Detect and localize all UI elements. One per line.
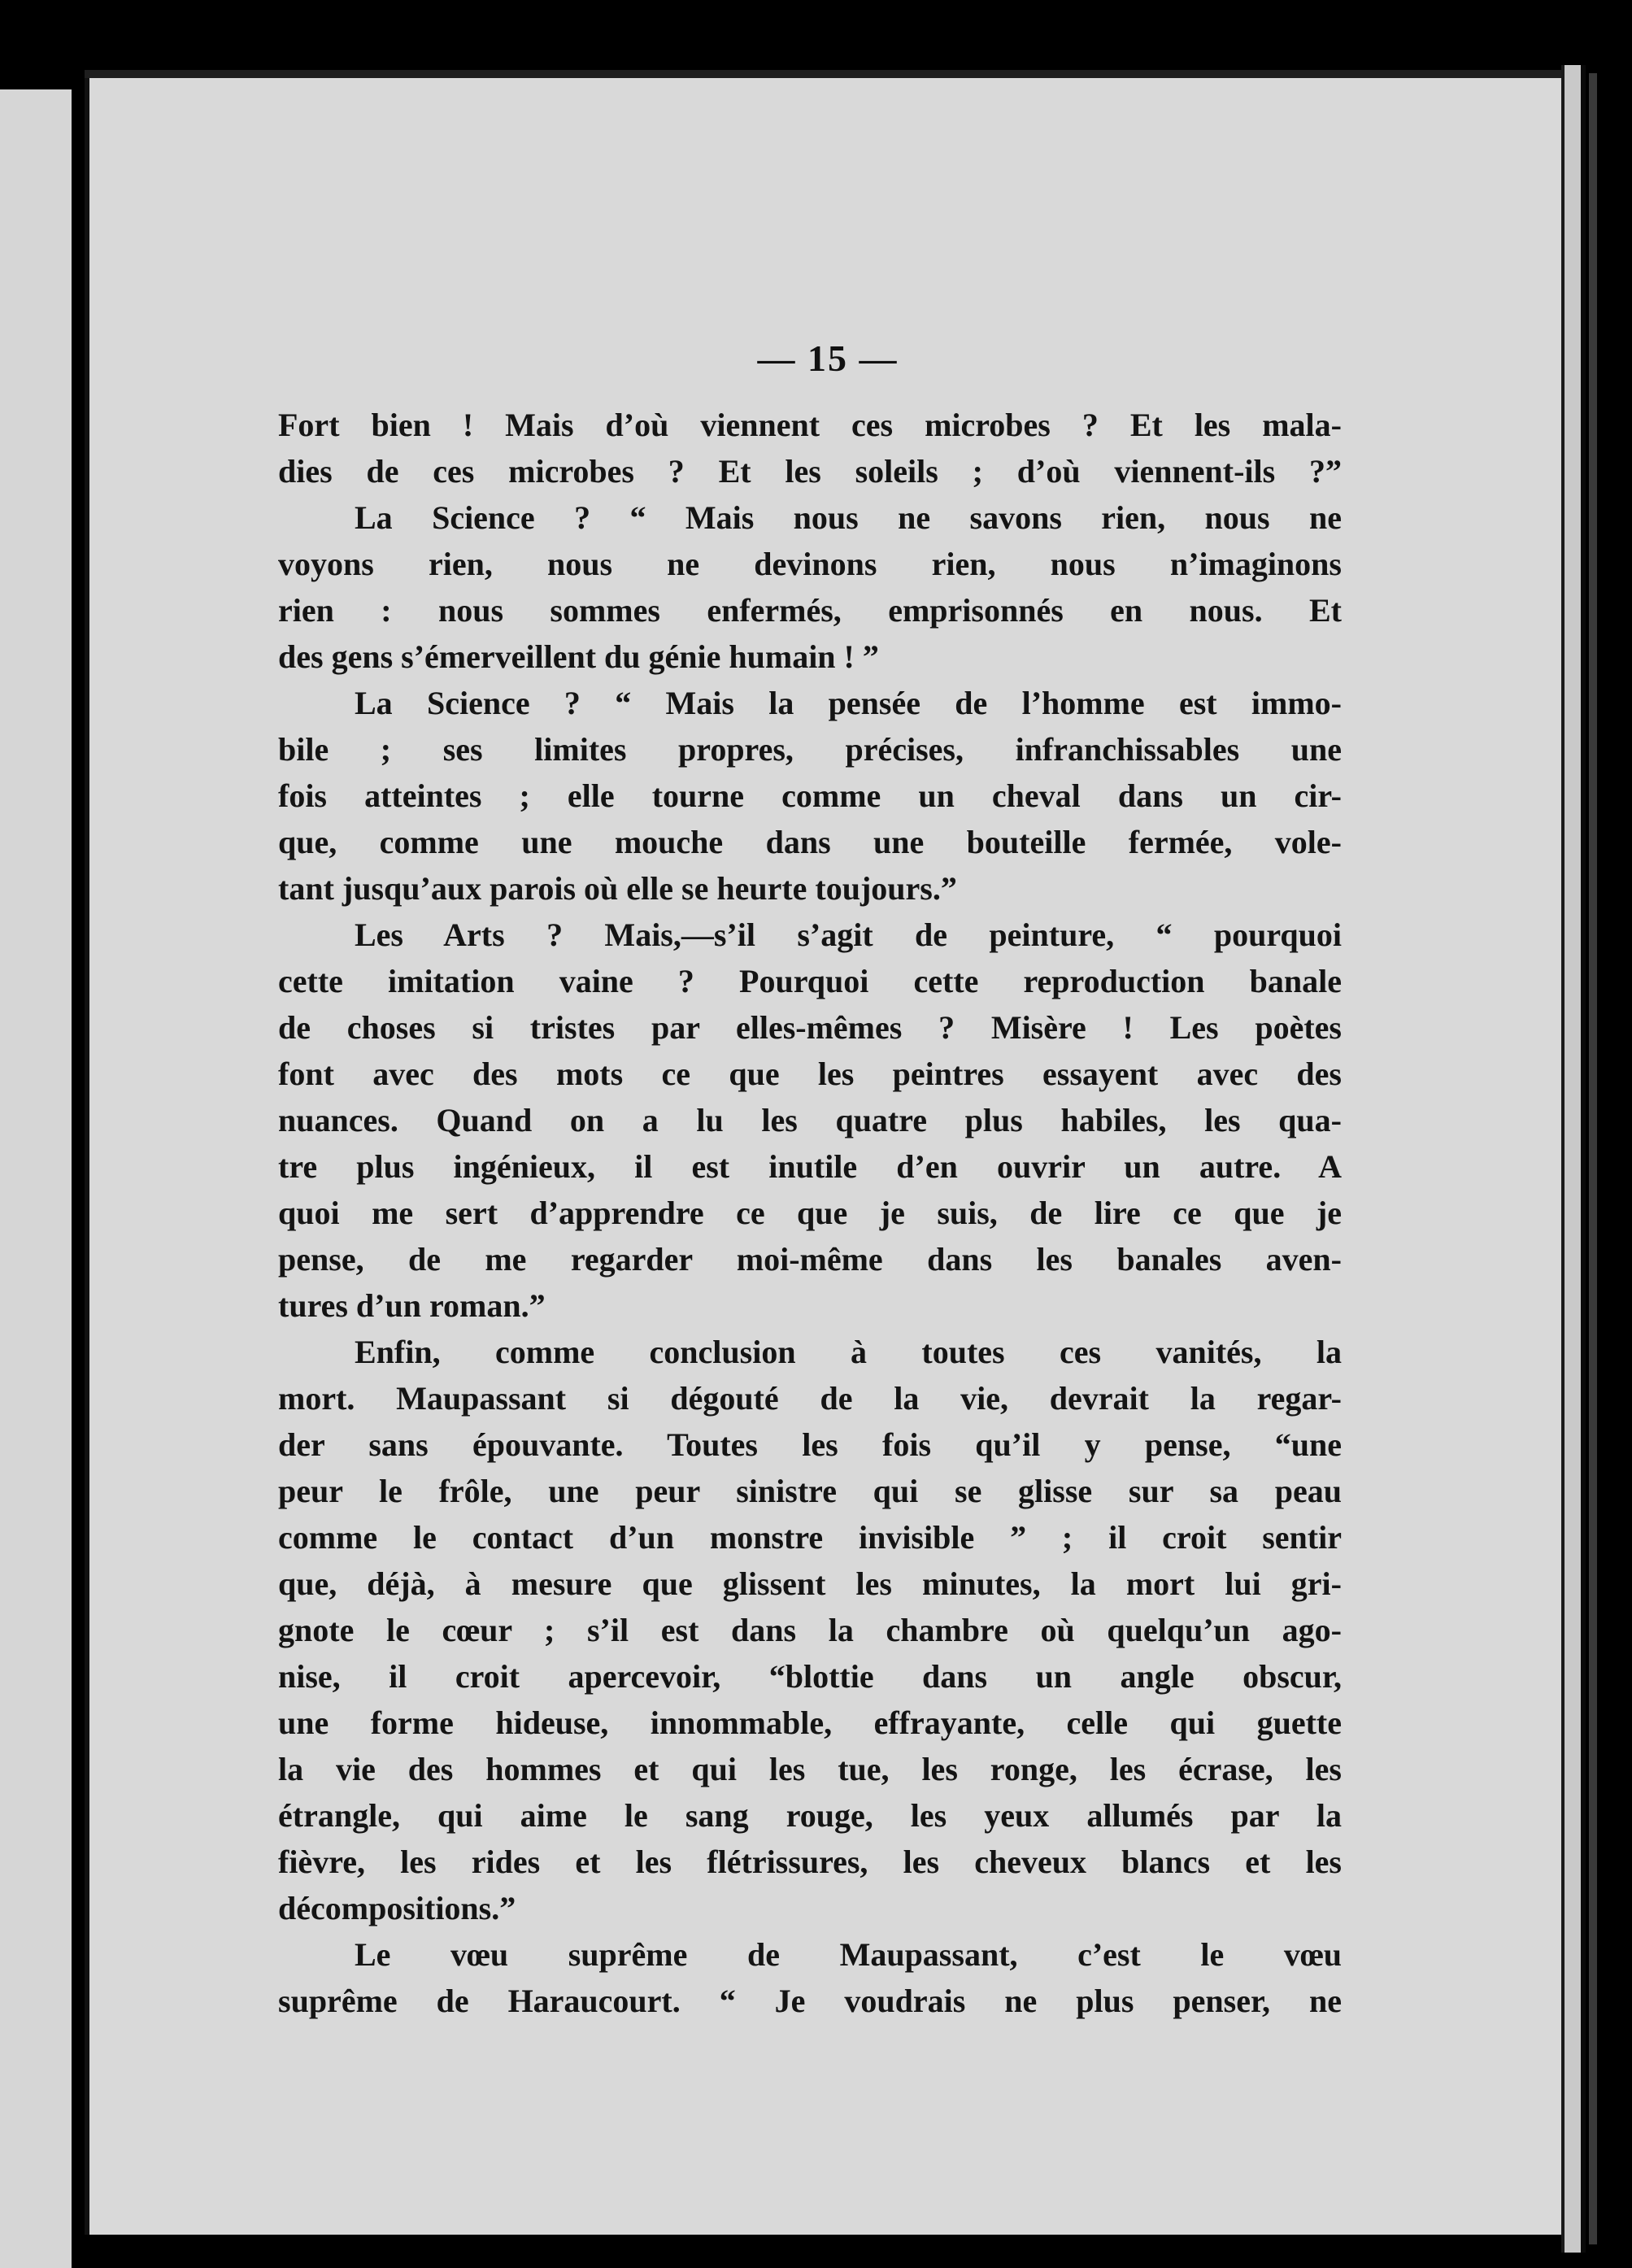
text-line: La Science ? “ Mais la pensée de l’homme est immo- <box>355 685 1342 721</box>
text-line: bile ; ses limites propres, précises, infranchissables une <box>278 731 1342 768</box>
text-line: rien : nous sommes enfermés, emprisonnés en nous. Et <box>278 592 1342 629</box>
text-line: Enfin, comme conclusion à toutes ces vanités, la <box>355 1334 1342 1370</box>
right-binding-edge <box>1561 65 1586 2253</box>
text-line: que, déjà, à mesure que glissent les minutes, la mort lui gri- <box>278 1565 1342 1602</box>
text-line: gnote le cœur ; s’il est dans la chambre où quelqu’un ago- <box>278 1612 1342 1648</box>
text-line: tre plus ingénieux, il est inutile d’en ouvrir un autre. A <box>278 1148 1342 1185</box>
text-line: tant jusqu’aux parois où elle se heurte toujours.” <box>278 870 957 907</box>
text-line: nuances. Quand on a lu les quatre plus habiles, les qua- <box>278 1102 1342 1138</box>
page-number: — 15 — <box>757 337 899 379</box>
text-line: mort. Maupassant si dégouté de la vie, devrait la regar- <box>278 1380 1342 1417</box>
text-line: Fort bien ! Mais d’où viennent ces microbes ? Et les mala- <box>278 407 1342 443</box>
text-line: de choses si tristes par elles-mêmes ? Misère ! Les poètes <box>278 1009 1342 1046</box>
text-line: fois atteintes ; elle tourne comme un cheval dans un cir- <box>278 777 1342 814</box>
text-line: la vie des hommes et qui les tue, les ronge, les écrase, les <box>278 1751 1342 1787</box>
text-line: fièvre, les rides et les flétrissures, les cheveux blancs et les <box>278 1844 1342 1880</box>
text-line: tures d’un roman.” <box>278 1287 546 1324</box>
text-line: étrangle, qui aime le sang rouge, les yeux allumés par la <box>278 1797 1342 1834</box>
text-line: dies de ces microbes ? Et les soleils ; d’où viennent-ils ?” <box>278 453 1342 490</box>
text-line: der sans épouvante. Toutes les fois qu’il y pense, “une <box>278 1426 1342 1463</box>
previous-page-edge <box>0 89 72 2268</box>
text-line: comme le contact d’un monstre invisible ” ; il croit sentir <box>278 1519 1342 1556</box>
text-line: suprême de Haraucourt. “ Je voudrais ne plus penser, ne <box>278 1983 1342 2019</box>
text-line: font avec des mots ce que les peintres essayent avec des <box>278 1056 1342 1092</box>
text-line: que, comme une mouche dans une bouteille fermée, vole- <box>278 824 1342 860</box>
text-line: nise, il croit apercevoir, “blottie dans un angle obscur, <box>278 1658 1342 1695</box>
text-line: quoi me sert d’apprendre ce que je suis, de lire ce que je <box>278 1195 1342 1231</box>
text-line: pense, de me regarder moi-même dans les banales aven- <box>278 1241 1342 1278</box>
text-line: peur le frôle, une peur sinistre qui se glisse sur sa peau <box>278 1473 1342 1509</box>
binding-shadow <box>1589 73 1597 2244</box>
body-text <box>278 402 1342 2024</box>
text-line: décompositions.” <box>278 1890 516 1926</box>
text-line: cette imitation vaine ? Pourquoi cette reproduction banale <box>278 963 1342 999</box>
text-line: Le vœu suprême de Maupassant, c’est le vœu <box>355 1936 1342 1973</box>
text-line: voyons rien, nous ne devinons rien, nous n’imaginons <box>278 546 1342 582</box>
scanned-page <box>85 78 1561 2235</box>
text-line: La Science ? “ Mais nous ne savons rien, nous ne <box>355 499 1342 536</box>
page-gutter-shadow <box>72 89 85 2268</box>
text-line: une forme hideuse, innommable, effrayante, celle qui guette <box>278 1704 1342 1741</box>
text-line: des gens s’émerveillent du génie humain ! ” <box>278 638 879 675</box>
text-line: Les Arts ? Mais,—s’il s’agit de peinture, “ pourquoi <box>355 916 1342 953</box>
